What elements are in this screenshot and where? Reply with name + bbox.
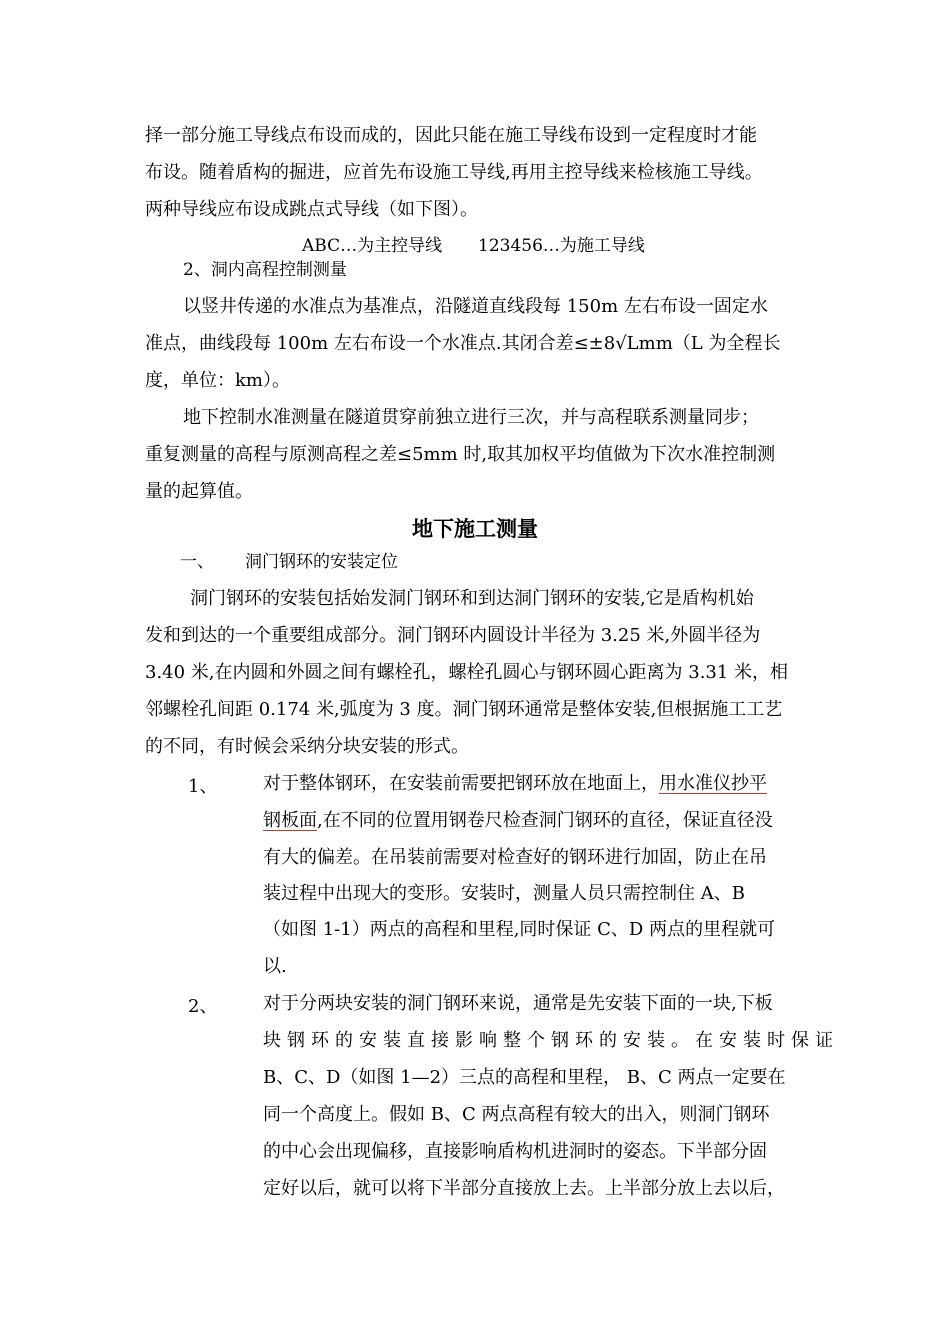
- subsection-1-title: 洞门钢环的安装定位: [245, 552, 398, 572]
- section-heading: 地下施工测量: [412, 516, 538, 541]
- list-item-1-line-6: 以.: [263, 956, 287, 977]
- para3-line-1: 洞门钢环的安装包括始发洞门钢环和到达洞门钢环的安装,它是盾构机始: [190, 588, 754, 609]
- underlined-phrase-end: 钢板面: [263, 810, 317, 831]
- para3-line-3: 3.40 米,在内圆和外圆之间有螺栓孔，螺栓孔圆心与钢环圆心距离为 3.31 米，相: [145, 662, 789, 683]
- section-2-para1-line-1: 以竖井传递的水准点为基准点，沿隧道直线段每 150m 左右布设一固定水: [183, 296, 768, 317]
- list-item-2-line-6: 定好以后，就可以将下半部分直接放上去。上半部分放上去以后，: [263, 1178, 785, 1199]
- list-item-1-line-1: [263, 772, 767, 796]
- underlined-phrase: 用水准仪抄平: [659, 773, 767, 794]
- list-item-2-line-5: 的中心会出现偏移，直接影响盾构机进洞时的姿态。下半部分固: [263, 1141, 767, 1162]
- para1-line-1: 择一部分施工导线点布设而成的，因此只能在施工导线布设到一定程度时才能: [145, 125, 757, 146]
- section-2-para1-line-3: 度，单位：km）。: [145, 370, 290, 391]
- list-item-1-line-5: （如图 1-1）两点的高程和里程,同时保证 C、D 两点的里程就可: [263, 919, 776, 940]
- list-item-2-line-4: 同一个高度上。假如 B、C 两点高程有较大的出入，则洞门钢环: [263, 1104, 770, 1125]
- section-2-para1-line-2: 准点，曲线段每 100m 左右布设一个水准点.其闭合差≤±8√Lmm（L 为全程长: [145, 333, 781, 354]
- list-item-1-line-2-text: ,在不同的位置用钢卷尺检查洞门钢环的直径，保证直径没: [317, 810, 773, 831]
- list-item-1-line-3: 有大的偏差。在吊装前需要对检查好的钢环进行加固，防止在吊: [263, 847, 767, 868]
- list-item-2-number: 2、: [188, 996, 218, 1017]
- list-item-1-line-2: [263, 809, 773, 833]
- list-item-2-line-2: 块钢环的安装直接影响整个钢环的安装。在安装时保证: [263, 1030, 839, 1051]
- para3-line-2: 发和到达的一个重要组成部分。洞门钢环内圆设计半径为 3.25 米,外圆半径为: [145, 625, 761, 646]
- list-item-2-line-3: B、C、D（如图 1—2）三点的高程和里程， B、C 两点一定要在: [263, 1067, 786, 1088]
- para1-line-2: 布设。随着盾构的掘进，应首先布设施工导线,再用主控导线来检核施工导线。: [145, 162, 763, 183]
- para3-line-4: 邻螺栓孔间距 0.174 米,弧度为 3 度。洞门钢环通常是整体安装,但根据施工工艺: [145, 699, 783, 720]
- caption-construction-traverse: 123456…为施工导线: [478, 236, 645, 256]
- section-2-title: 2、洞内高程控制测量: [183, 260, 347, 280]
- section-2-para2-line-2: 重复测量的高程与原测高程之差≤5mm 时,取其加权平均值做为下次水准控制测: [145, 444, 776, 465]
- section-2-para2-line-1: 地下控制水准测量在隧道贯穿前独立进行三次，并与高程联系测量同步；: [183, 407, 759, 428]
- para1-line-3: 两种导线应布设成跳点式导线（如下图）。: [145, 199, 478, 220]
- para3-line-5: 的不同，有时候会采纳分块安装的形式。: [145, 736, 469, 757]
- caption-main-traverse: ABC…为主控导线: [302, 236, 443, 256]
- section-2-para2-line-3: 量的起算值。: [145, 481, 253, 502]
- subsection-1-number: 一、: [180, 552, 214, 572]
- list-item-1-number: 1、: [188, 776, 218, 797]
- list-item-1-line-1-text: 对于整体钢环，在安装前需要把钢环放在地面上，: [263, 773, 659, 794]
- list-item-2-line-1: 对于分两块安装的洞门钢环来说，通常是先安装下面的一块,下板: [263, 993, 773, 1014]
- list-item-1-line-4: 装过程中出现大的变形。安装时，测量人员只需控制住 A、B: [263, 883, 745, 904]
